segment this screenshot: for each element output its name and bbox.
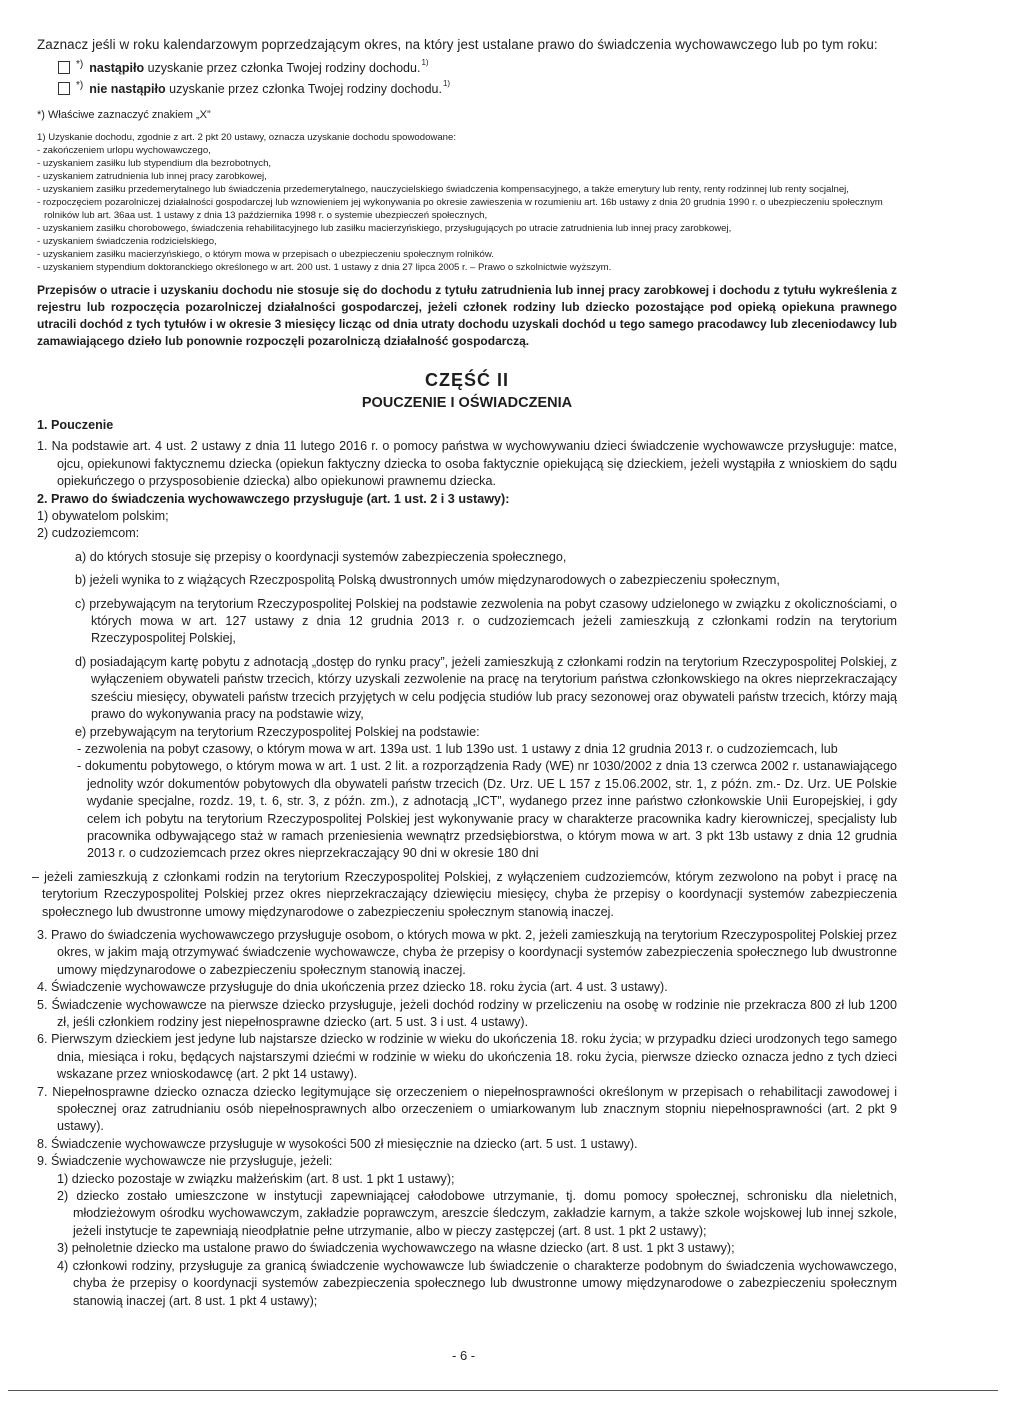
list-item: - uzyskaniem zasiłku lub stypendium dla bezrobotnych,: [37, 158, 272, 169]
paragraph-2: 2. Prawo do świadczenia wychowawczego przysługuje (art. 1 ust. 2 i 3 ustawy):: [37, 491, 510, 506]
list-item: - uzyskaniem zatrudnienia lub innej pracy zarobkowej,: [37, 171, 267, 182]
paragraph-2-a: a) do których stosuje się przepisy o koordynacji systemów zabezpieczenia społecznego,: [75, 549, 567, 564]
paragraph-9-4: 4) członkowi rodziny, przysługuje za granicą świadczenie wychowawcze lub świadczenie o charakterze podobnym do świadczenia wychowawczego, chyba że przepisy o koordynacji systemów zabezpieczenia społecznego lub dwustronne umowy międzynarodowe o zabezpieczeniu społecznym stanowią inaczej (art. 8 ust. 1 pkt 4 ustawy);: [57, 1258, 897, 1308]
paragraph-2-e: e) przebywającym na terytorium Rzeczypospolitej Polskiej na podstawie:: [75, 724, 480, 739]
income-footnote: [37, 131, 897, 274]
paragraph-2-c: c) przebywającym na terytorium Rzeczypospolitej Polskiej na podstawie zezwolenia na pobyt czasowy udzielonego w związku z okolicznościami, o których mowa w art. 127 ustawy z dnia 12 grudnia 2013 r. o cudzoziemcach jeżeli zamieszkują z członkami rodzin na terytorium Rzeczypospolitej Polskiej,: [75, 596, 897, 646]
list-item: - uzyskaniem stypendium doktoranckiego określonego w art. 200 ust. 1 ustawy z dnia 27 lipca 2005 r. – Prawo o szkolnictwie wyższym.: [37, 262, 612, 273]
income-rule-paragraph: Przepisów o utracie i uzyskaniu dochodu nie stosuje się do dochodu z tytułu zatrudnienia lub innej pracy zarobkowej i dochodu z tytułu wykreślenia z rejestru lub rozpoczęcia pozarolniczej działalności gospodarczej, jeżeli członek rodziny lub dziecko pozostające pod opieką opiekuna prawnego utracili dochód z tych tytułów i w okresie 3 miesięcy licząc od dnia utraty dochodu uzyskali dochód u tego samego pracodawcy lub zleceniodawcy lub zamawiającego dzieło lub ponownie rozpoczęli pozarolniczą działalność gospodarczą.: [37, 283, 897, 348]
paragraph-3: 3. Prawo do świadczenia wychowawczego przysługuje osobom, o których mowa w pkt. 2, jeżeli zamieszkują na terytorium Rzeczypospolitej Polskiej przez okres, w jakim mają otrzymywać świadczenie wychowawcze, chyba że przepisy o koordynacji systemów zabezpieczenia społecznego lub dwustronne umowy międzynarodowe o zabezpieczeniu społecznym stanowią inaczej.: [37, 927, 897, 977]
paragraph-9-3: 3) pełnoletnie dziecko ma ustalone prawo do świadczenia wychowawczego na własne dziecko (art. 8 ust. 1 pkt 3 ustawy);: [57, 1241, 735, 1256]
paragraph-8: 8. Świadczenie wychowawcze przysługuje w wysokości 500 zł miesięcznie na dziecko (art. 5 ust. 1 ustawy).: [37, 1136, 638, 1151]
paragraph-2-e1: - zezwolenia na pobyt czasowy, o którym mowa w art. 139a ust. 1 lub 139o ust. 1 ustawy z dnia 12 grudnia 2013 r. o cudzoziemcach, lub: [77, 741, 838, 756]
page-content: [32, 36, 897, 1310]
list-item: - uzyskaniem zasiłku chorobowego, świadczenia rehabilitacyjnego lub zasiłku macierzyńskiego, przysługujących po utracie zatrudnienia lub innej pracy zarobkowej,: [37, 223, 732, 234]
income-footnote-head: 1) Uzyskanie dochodu, zgodnie z art. 2 pkt 20 ustawy, oznacza uzyskanie dochodu spowodowane:: [37, 132, 456, 143]
paragraph-2-f: – jeżeli zamieszkują z członkami rodzin na terytorium Rzeczypospolitej Polskiej, z wyłączeniem cudzoziemców, którym zezwolono na pobyt i pracę na terytorium Rzeczypospolitej Polskiej przez okres nieprzekraczający dziewięciu miesięcy, chyba że przepisy o koordynacji systemów zabezpieczenia społecznego lub dwustronne umowy międzynarodowe o zabezpieczeniu społecznym stanowią inaczej.: [32, 869, 897, 919]
part-title: CZĘŚĆ II: [424, 370, 509, 390]
instructions: [32, 417, 897, 1310]
paragraph-4: 4. Świadczenie wychowawcze przysługuje do dnia ukończenia przez dziecko 18. roku życia (art. 4 ust. 3 ustawy).: [37, 980, 668, 995]
part-subtitle: POUCZENIE I OŚWIADCZENIA: [361, 395, 573, 411]
income-not-obtained-checkbox[interactable]: [58, 82, 70, 95]
income-question: Zaznacz jeśli w roku kalendarzowym poprzedzającym okres, na który jest ustalane prawo do świadczenia wychowawczego lub po tym roku:: [37, 37, 878, 52]
income-obtained-checkbox[interactable]: [58, 61, 70, 74]
paragraph-2-1: 1) obywatelom polskim;: [37, 509, 169, 524]
paragraph-2-d: d) posiadającym kartę pobytu z adnotacją „dostęp do rynku pracy”, jeżeli zamieszkują z członkami rodzin na terytorium Rzeczypospolitej Polskiej, z wyłączeniem obywateli państw trzecich, którzy uzyskali zezwolenie na pracę na terytorium państwa członkowskiego na okres nieprzekraczający sześciu miesięcy, obywateli państw trzecich przyjętych w celu podjęcia studiów lub pracy sezonowej oraz obywateli państw trzecich, którzy mają prawo do wykonywania pracy na podstawie wizy,: [75, 654, 897, 722]
list-item: - uzyskaniem zasiłku przedemerytalnego lub świadczenia przedemerytalnego, nauczycielskiego świadczenia kompensacyjnego, a także emerytury lub renty, renty rodzinnej lub renty socjalnej,: [37, 184, 849, 195]
paragraph-9: 9. Świadczenie wychowawcze nie przysługuje, jeżeli:: [37, 1154, 333, 1169]
list-item: - uzyskaniem zasiłku macierzyńskiego, o którym mowa w przepisach o ubezpieczeniu społecznym rolników.: [37, 249, 494, 260]
list-item: - rozpoczęciem pozarolniczej działalności gospodarczej lub wznowieniem jej wykonywania po okresie zawieszenia w rozumieniu art. 16b ustawy z dnia 20 grudnia 1990 r. o ubezpieczeniu społecznym rolników lub art. 36aa ust. 1 ustawy z dnia 13 października 1998 r. o systemie ubezpieczeń społecznych,: [37, 197, 883, 221]
section-heading: 1. Pouczenie: [37, 418, 114, 432]
paragraph-2-b: b) jeżeli wynika to z wiążących Rzeczpospolitą Polską dwustronnych umów międzynarodowych o zabezpieczeniu społecznym,: [75, 573, 780, 588]
paragraph-5: 5. Świadczenie wychowawcze na pierwsze dziecko przysługuje, jeżeli dochód rodziny w przeliczeniu na osobę w rodzinie nie przekracza 800 zł lub 1200 zł, jeśli członkiem rodziny jest niepełnosprawne dziecko (art. 5 ust. 3 i ust. 4 ustawy).: [37, 997, 897, 1029]
paragraph-2-e2: - dokumentu pobytowego, o którym mowa w art. 1 ust. 2 lit. a rozporządzenia Rady (WE) nr 1030/2002 z dnia 13 czerwca 2002 r. ustanawiającego jednolity wzór dokumentów pobytowych dla obywateli państw trzecich (Dz. Urz. UE L 157 z 15.06.2002, str. 1, z późn. zm.- Dz. Urz. UE Polskie wydanie specjalne, rozdz. 19, t. 6, str. 3, z późn. zm.), z adnotacją „ICT”, wydanego przez inne państwo członkowskie Unii Europejskiej, i gdy celem ich pobytu na terytorium Rzeczypospolitej Polskiej jest wykonywanie pracy w charakterze pracownika kadry kierowniczej, specjalisty lub pracownika odbywającego staż w ramach przeniesienia wewnątrz przedsiębiorstwa, o którym mowa w art. 3 pkt 13b ustawy z dnia 12 grudnia 2013 r. o cudzoziemcach przez okres nieprzekraczający 90 dni w okresie 180 dni: [77, 759, 897, 861]
list-item: - zakończeniem urlopu wychowawczego,: [37, 145, 211, 156]
option-income-obtained: *) nastąpiło uzyskanie przez członka Twojej rodziny dochodu. 1): [58, 57, 897, 78]
paragraph-2-2: 2) cudzoziemcom:: [37, 526, 140, 541]
option-income-not-obtained: *) nie nastąpiło uzyskanie przez członka Twojej rodziny dochodu. 1): [58, 78, 897, 99]
paragraph-9-1: 1) dziecko pozostaje w związku małżeńskim (art. 8 ust. 1 pkt 1 ustawy);: [57, 1171, 455, 1186]
page-number: - 6 -: [452, 1348, 476, 1363]
paragraph-7: 7. Niepełnosprawne dziecko oznacza dziecko legitymujące się orzeczeniem o niepełnosprawności określonym w przepisach o rehabilitacji zawodowej i społecznej oraz zatrudnianiu osób niepełnosprawnych albo orzeczeniem o umiarkowanym lub znacznym stopniu niepełnosprawności (art. 2 pkt 9 ustawy).: [37, 1084, 897, 1134]
list-item: - uzyskaniem świadczenia rodzicielskiego,: [37, 236, 217, 247]
paragraph-6: 6. Pierwszym dzieckiem jest jedyne lub najstarsze dziecko w rodzinie w wieku do ukończenia 18. roku życia; w przypadku dzieci urodzonych tego samego dnia, miesiąca i roku, będących najstarszymi dziećmi w rodzinie w wieku do ukończenia 18. roku życia, pierwsze dziecko oznacza jedno z tych dzieci wskazane przez wnioskodawcę (art. 2 pkt 14 ustawy).: [37, 1032, 897, 1082]
paragraph-1: 1. Na podstawie art. 4 ust. 2 ustawy z dnia 11 lutego 2016 r. o pomocy państwa w wychowywaniu dzieci świadczenie wychowawcze przysługuje: matce, ojcu, opiekunowi faktycznemu dziecka (opiekun faktyczny dziecka to osoba faktycznie opiekującą się dzieckiem, jeżeli wystąpiła z wnioskiem do sądu opiekuńczego o przysposobienie dziecka) albo opiekunowi prawnemu dziecka.: [37, 439, 897, 489]
bottom-rule: [8, 1390, 998, 1391]
star-note: *) Właściwe zaznaczyć znakiem „X”: [37, 109, 211, 121]
paragraph-9-2: 2) dziecko zostało umieszczone w instytucji zapewniającej całodobowe utrzymanie, tj. domu pomocy społecznej, schronisku dla nieletnich, młodzieżowym ośrodku wychowawczym, zakładzie poprawczym, areszcie śledczym, zakładzie karnym, a także szkole wojskowej lub innej szkole, jeżeli instytucje te zapewniają nieodpłatnie pełne utrzymanie, albo w pieczy zastępczej (art. 8 ust. 1 pkt 2 ustawy);: [57, 1189, 897, 1238]
